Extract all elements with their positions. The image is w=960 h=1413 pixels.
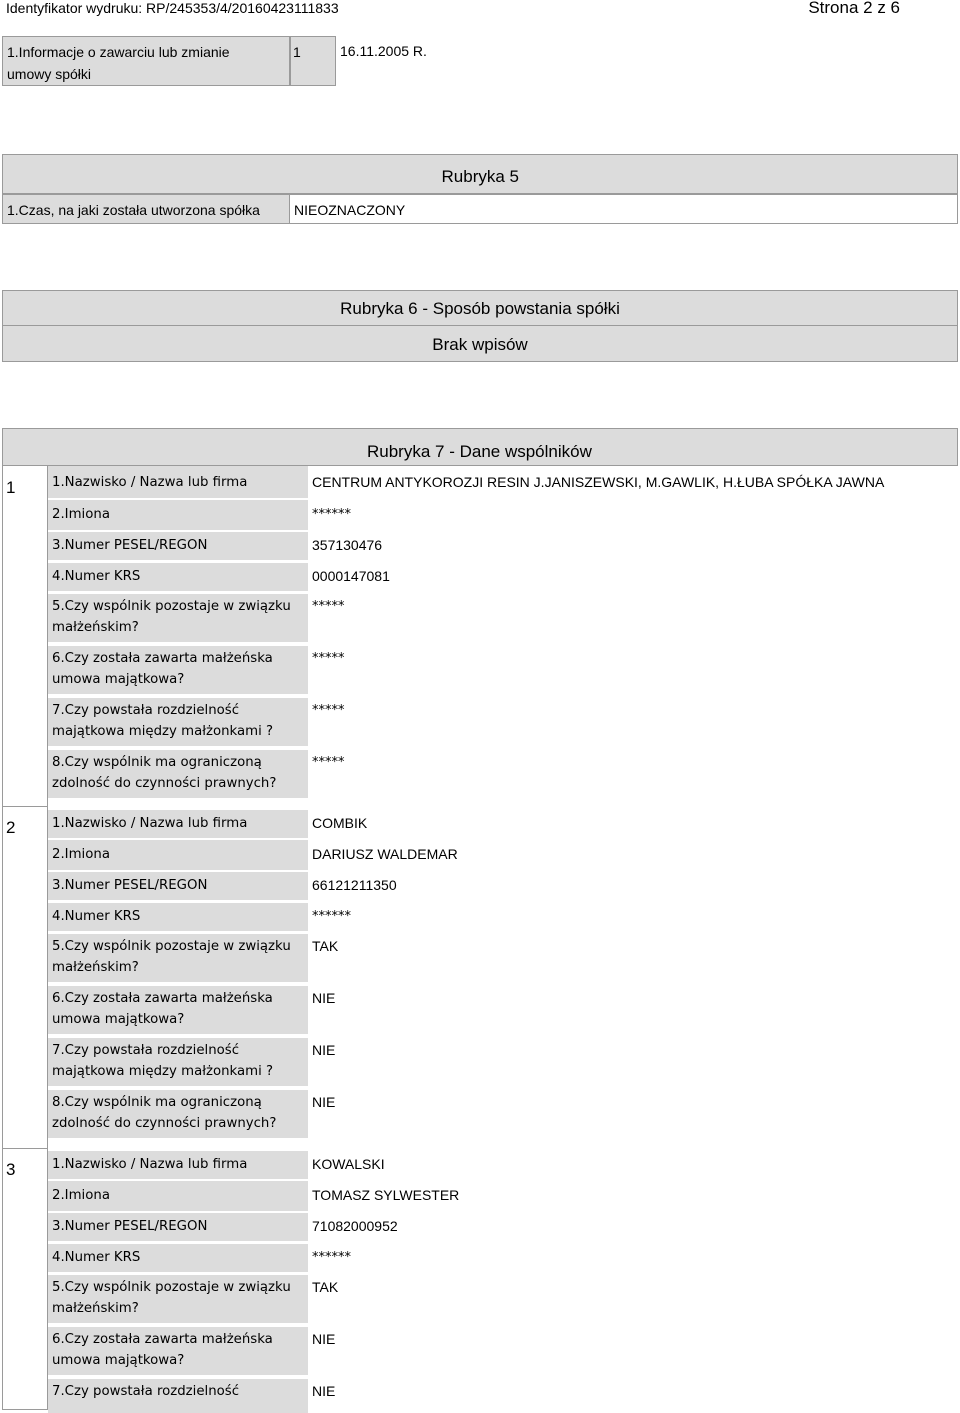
partner-2-q7-label-line1: 7.Czy powstała rozdzielność xyxy=(52,1043,240,1058)
partner-2-q8-label-line1: 8.Czy wspólnik ma ograniczoną xyxy=(52,1095,262,1110)
partner-3-q7-label-line1: 7.Czy powstała rozdzielność xyxy=(52,1384,240,1399)
partner-1-number: 1 xyxy=(6,478,16,497)
rubryka6-value: Brak wpisów xyxy=(432,335,528,354)
partner-1-q8-label xyxy=(48,750,308,798)
partner-2-q8-label xyxy=(48,1090,308,1138)
partner-2-name-label: 1.Nazwisko / Nazwa lub firma xyxy=(48,810,308,838)
page-number: Strona 2 z 6 xyxy=(808,0,900,17)
rubryka5-title: Rubryka 5 xyxy=(441,167,519,186)
print-identifier: Identyfikator wydruku: RP/245353/4/20160423111833 xyxy=(6,0,339,16)
partner-3-q5-label-line1: 5.Czy wspólnik pozostaje w związku xyxy=(52,1280,291,1295)
rubryka6-title: Rubryka 6 - Sposób powstania spółki xyxy=(340,299,620,318)
partner-3-q6-label xyxy=(48,1327,308,1375)
partner-1-krs-label: 4.Numer KRS xyxy=(48,563,308,591)
partner-1-q6-label-line2: umowa majątkowa? xyxy=(52,672,185,687)
partner-2-q7-value: NIE xyxy=(312,1042,336,1058)
partner-2-q5-label-line2: małżeńskim? xyxy=(52,960,139,975)
partner-2-q6-value: NIE xyxy=(312,990,336,1006)
partner-2-q8-value: NIE xyxy=(312,1094,336,1110)
partner-1-q7-label xyxy=(48,698,308,746)
partner-1-q5-label xyxy=(48,594,308,642)
partner-3-q6-label-line2: umowa majątkowa? xyxy=(52,1353,185,1368)
partner-2-q5-value: TAK xyxy=(312,938,339,954)
partner-divider-2 xyxy=(2,1148,48,1149)
partner-2-name-value: COMBIK xyxy=(312,815,368,831)
rubryka6-value-row xyxy=(2,326,958,362)
partner-index-column xyxy=(2,466,48,1410)
partner-1-q5-label-line2: małżeńskim? xyxy=(52,620,139,635)
partner-3-name-label: 1.Nazwisko / Nazwa lub firma xyxy=(48,1151,308,1179)
rubryka5-label: 1.Czas, na jaki została utworzona spółka xyxy=(7,202,260,218)
partner-1-q6-label-line1: 6.Czy została zawarta małżeńska xyxy=(52,651,273,666)
partner-3-pesel-value: 71082000952 xyxy=(312,1218,398,1234)
partner-1-name-value: CENTRUM ANTYKOROZJI RESIN J.JANISZEWSKI, M.GAWLIK, H.ŁUBA SPÓŁKA JAWNA xyxy=(312,474,885,490)
partner-1-imiona-label: 2.Imiona xyxy=(48,500,308,530)
partner-1-q5-label-line1: 5.Czy wspólnik pozostaje w związku xyxy=(52,599,291,614)
partner-3-q5-label-line2: małżeńskim? xyxy=(52,1301,139,1316)
partner-2-q7-label xyxy=(48,1038,308,1086)
partner-1-q6-value: ***** xyxy=(312,651,345,666)
partner-2-q5-label-line1: 5.Czy wspólnik pozostaje w związku xyxy=(52,939,291,954)
partner-3-number: 3 xyxy=(6,1160,16,1179)
partner-2-q7-label-line2: majątkowa między małżonkami ? xyxy=(52,1064,274,1079)
partner-1-pesel-label: 3.Numer PESEL/REGON xyxy=(48,532,308,560)
partner-1-q7-label-line1: 7.Czy powstała rozdzielność xyxy=(52,703,240,718)
partner-3-q6-value: NIE xyxy=(312,1331,336,1347)
rubryka5-header xyxy=(2,154,958,194)
partner-2-imiona-label: 2.Imiona xyxy=(48,840,308,870)
partner-divider-1 xyxy=(2,806,48,807)
partner-2-q6-label-line2: umowa majątkowa? xyxy=(52,1012,185,1027)
partner-3-krs-label: 4.Numer KRS xyxy=(48,1244,308,1272)
rubryka7-title: Rubryka 7 - Dane wspólników xyxy=(367,442,592,461)
partner-1-q8-value: ***** xyxy=(312,755,345,770)
partner-2-q8-label-line2: zdolność do czynności prawnych? xyxy=(52,1116,277,1131)
umowa-number-cell xyxy=(290,36,336,86)
rubryka5-value-cell xyxy=(290,194,958,224)
partner-2-krs-label: 4.Numer KRS xyxy=(48,903,308,931)
partner-3-q5-label xyxy=(48,1275,308,1323)
partner-2-imiona-value: DARIUSZ WALDEMAR xyxy=(312,846,458,862)
partner-1-q7-label-line2: majątkowa między małżonkami ? xyxy=(52,724,274,739)
partner-3-q7-label xyxy=(48,1379,308,1413)
partner-2-pesel-value: 66121211350 xyxy=(312,877,397,893)
partner-3-q7-value: NIE xyxy=(312,1383,336,1399)
rubryka7-header xyxy=(2,428,958,466)
partner-3-imiona-label: 2.Imiona xyxy=(48,1181,308,1211)
partner-3-name-value: KOWALSKI xyxy=(312,1156,385,1172)
umowa-info-label-cell xyxy=(2,36,290,86)
partner-1-q6-label xyxy=(48,646,308,694)
partner-1-pesel-value: 357130476 xyxy=(312,537,383,553)
partner-3-q5-value: TAK xyxy=(312,1279,339,1295)
umowa-info-label-line2: umowy spółki xyxy=(7,66,92,82)
partner-1-q8-label-line2: zdolność do czynności prawnych? xyxy=(52,776,277,791)
partner-2-pesel-label: 3.Numer PESEL/REGON xyxy=(48,872,308,900)
partner-2-number: 2 xyxy=(6,818,16,837)
rubryka6-header xyxy=(2,290,958,326)
partner-1-q8-label-line1: 8.Czy wspólnik ma ograniczoną xyxy=(52,755,262,770)
umowa-date: 16.11.2005 R. xyxy=(340,43,427,59)
partner-3-krs-value: ****** xyxy=(312,1250,351,1265)
partner-2-q5-label xyxy=(48,934,308,982)
partner-2-krs-value: ****** xyxy=(312,909,351,924)
partner-3-imiona-value: TOMASZ SYLWESTER xyxy=(312,1187,460,1203)
partner-2-q6-label-line1: 6.Czy została zawarta małżeńska xyxy=(52,991,273,1006)
rubryka5-label-cell xyxy=(2,194,290,224)
umowa-number: 1 xyxy=(293,44,301,60)
umowa-date-cell xyxy=(336,36,958,86)
partner-1-name-label: 1.Nazwisko / Nazwa lub firma xyxy=(48,466,308,498)
partner-1-imiona-value: ****** xyxy=(312,507,351,522)
partner-2-q6-label xyxy=(48,986,308,1034)
partner-1-q5-value: ***** xyxy=(312,599,345,614)
umowa-info-label-line1: 1.Informacje o zawarciu lub zmianie xyxy=(7,44,230,60)
print-header xyxy=(0,0,960,22)
partner-3-pesel-label: 3.Numer PESEL/REGON xyxy=(48,1213,308,1241)
partner-3-q6-label-line1: 6.Czy została zawarta małżeńska xyxy=(52,1332,273,1347)
rubryka5-value: NIEOZNACZONY xyxy=(294,202,406,218)
partner-1-krs-value: 0000147081 xyxy=(312,568,390,584)
partner-1-q7-value: ***** xyxy=(312,703,345,718)
